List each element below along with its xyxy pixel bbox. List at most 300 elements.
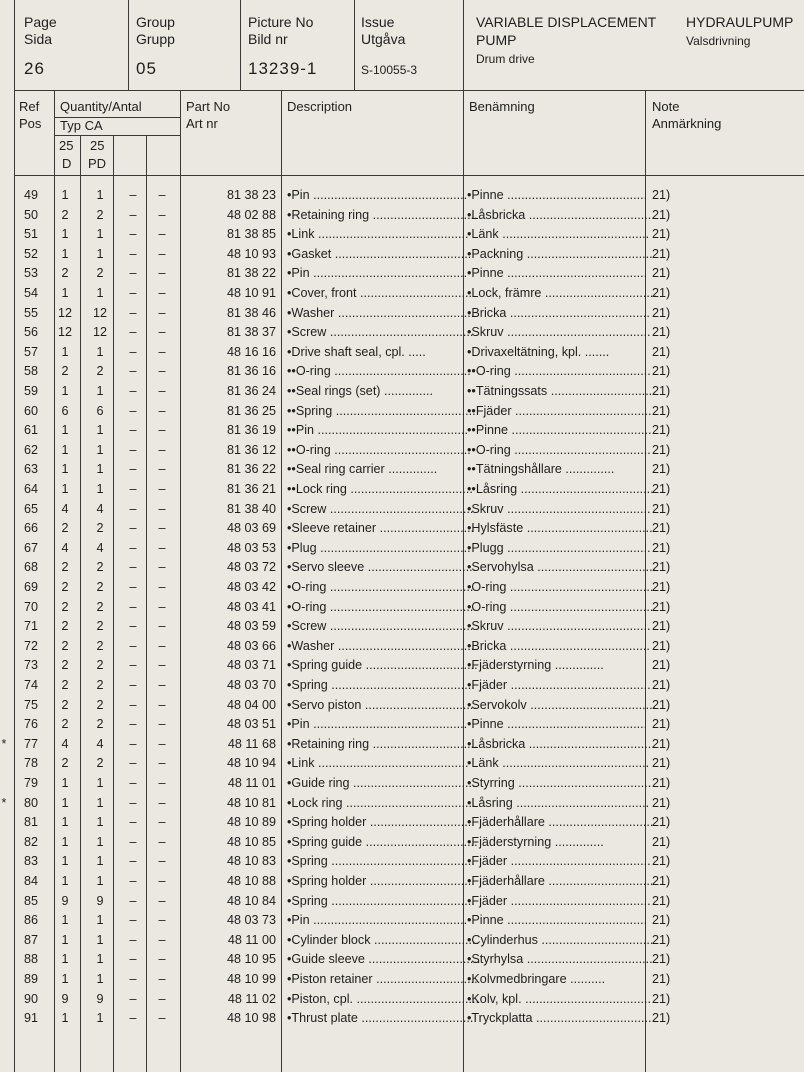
note-cell: 21) bbox=[652, 580, 671, 594]
title-en-line1: VARIABLE DISPLACEMENT bbox=[476, 14, 657, 30]
part-number-cell: 81 38 37 bbox=[226, 325, 276, 340]
qty-col4-cell: – bbox=[158, 442, 166, 457]
qty-col3-cell: – bbox=[129, 697, 137, 712]
note-cell: 21) bbox=[652, 266, 671, 281]
table-row bbox=[0, 833, 804, 853]
qty-25pd-cell: 4 bbox=[96, 736, 104, 751]
note-cell: 21) bbox=[652, 658, 671, 673]
qty-col3-cell: – bbox=[129, 952, 137, 967]
benamning-cell: •Skruv ......................................... bbox=[467, 325, 651, 340]
ref-cell: 81 bbox=[23, 815, 38, 830]
ref-cell: 67 bbox=[23, 540, 38, 555]
qty-25d-cell: 1 bbox=[61, 834, 69, 849]
ref-cell: 62 bbox=[23, 442, 38, 457]
description-cell: •Servo sleeve ............................... bbox=[287, 560, 477, 575]
note-cell: 21) bbox=[652, 344, 671, 359]
note-cell: 21) bbox=[652, 423, 671, 438]
note-cell: 21) bbox=[652, 403, 671, 418]
part-number-cell: 48 03 71 bbox=[226, 658, 276, 673]
qty-col4-cell: – bbox=[158, 874, 166, 888]
qty-25d-cell: 6 bbox=[61, 403, 69, 418]
ref-cell: 73 bbox=[23, 658, 38, 673]
qty-25d-cell: 1 bbox=[61, 344, 69, 359]
note-cell: 21) bbox=[652, 854, 671, 869]
part-number-cell: 48 03 59 bbox=[226, 619, 276, 634]
ref-cell: 71 bbox=[23, 619, 38, 634]
qty-col4-cell: – bbox=[158, 403, 166, 418]
ref-cell: 74 bbox=[23, 678, 38, 692]
qty-col4-cell: – bbox=[158, 521, 166, 536]
part-number-cell: 48 02 88 bbox=[226, 207, 276, 222]
qty-25pd-cell: 4 bbox=[96, 501, 104, 516]
qty-25d-cell: 9 bbox=[61, 991, 69, 1006]
part-number-cell: 81 38 22 bbox=[226, 266, 276, 281]
table-row bbox=[0, 284, 804, 304]
qty-25pd-cell: 1 bbox=[96, 952, 104, 967]
benamning-cell: •Skruv ......................................... bbox=[467, 619, 651, 634]
qty-col4-cell: – bbox=[158, 286, 166, 300]
benamning-cell: ••O-ring ....................................... bbox=[467, 442, 651, 457]
qty-25pd-cell: 1 bbox=[96, 423, 104, 438]
ref-cell: 77 bbox=[23, 736, 38, 751]
qty-col4-cell: – bbox=[158, 305, 166, 320]
note-cell: 21) bbox=[652, 678, 671, 692]
description-cell: •Spring ......................................... bbox=[287, 893, 475, 908]
qty-col3-cell: – bbox=[129, 874, 137, 888]
qty-25pd-cell: 1 bbox=[96, 795, 104, 810]
part-number-cell: 81 36 21 bbox=[226, 482, 276, 496]
qty-25d-cell: 1 bbox=[61, 423, 69, 438]
ref-cell: 64 bbox=[23, 482, 38, 496]
page-label: Page bbox=[24, 14, 57, 30]
ref-cell: 80 bbox=[23, 795, 38, 810]
qty-col3-cell: – bbox=[129, 364, 137, 379]
note-cell: 21) bbox=[652, 305, 671, 320]
table-row bbox=[0, 715, 804, 735]
table-row bbox=[0, 950, 804, 970]
benamning-cell: ••O-ring ....................................... bbox=[467, 364, 651, 379]
note-cell: 21) bbox=[652, 521, 671, 536]
qty-25pd-cell: 2 bbox=[96, 521, 104, 536]
qty-col3-cell: – bbox=[129, 521, 137, 536]
table-row bbox=[0, 872, 804, 892]
part-number-cell: 48 03 70 bbox=[226, 678, 276, 692]
table-row bbox=[0, 735, 804, 755]
qty-25d-cell: 1 bbox=[61, 482, 69, 496]
description-cell: •Servo piston ................................ bbox=[287, 697, 477, 712]
benamning-cell: •Styrring ...................................... bbox=[467, 776, 652, 790]
description-cell: •Guide sleeve ................................ bbox=[287, 952, 481, 967]
part-number-cell: 48 03 69 bbox=[226, 521, 276, 536]
table-row bbox=[0, 598, 804, 618]
page-label-sv: Sida bbox=[24, 31, 53, 47]
qty-25d-cell: 1 bbox=[61, 188, 69, 202]
qty-25d-cell: 1 bbox=[61, 286, 69, 300]
table-row bbox=[0, 813, 804, 833]
note-cell: 21) bbox=[652, 815, 671, 830]
table-row bbox=[0, 460, 804, 480]
ref-cell: 72 bbox=[23, 638, 38, 653]
note-cell: 21) bbox=[652, 717, 671, 732]
qty-25pd-cell: 4 bbox=[96, 540, 104, 555]
qty-col4-cell: – bbox=[158, 991, 166, 1006]
group-number: 05 bbox=[136, 59, 157, 78]
qty-col4-cell: – bbox=[158, 776, 166, 790]
qty-col4-cell: – bbox=[158, 482, 166, 496]
description-cell: •O-ring ......................................... bbox=[287, 580, 474, 594]
qty-25pd-cell: 2 bbox=[96, 560, 104, 575]
qty-25pd-cell: 1 bbox=[96, 874, 104, 888]
qty-col3-cell: – bbox=[129, 717, 137, 732]
qty-25pd-cell: 1 bbox=[96, 932, 104, 947]
qty-col3-cell: – bbox=[129, 501, 137, 516]
part-number-cell: 48 03 42 bbox=[226, 580, 276, 594]
description-cell: •Drive shaft seal, cpl. ..... bbox=[287, 344, 426, 359]
description-cell: ••Seal ring carrier .............. bbox=[287, 462, 438, 477]
qty-25d-cell: 1 bbox=[61, 246, 69, 261]
description-cell: •Cover, front ................................ bbox=[287, 286, 472, 300]
table-row bbox=[0, 774, 804, 794]
table-row bbox=[0, 617, 804, 637]
benamning-cell: •Servokolv .................................... bbox=[467, 697, 657, 712]
qty-25d-cell: 4 bbox=[61, 736, 69, 751]
part-number-cell: 48 10 95 bbox=[226, 952, 276, 967]
description-cell: •Screw ......................................... bbox=[287, 501, 474, 516]
qty-col3-cell: – bbox=[129, 207, 137, 222]
part-number-cell: 81 36 24 bbox=[226, 384, 276, 398]
note-cell: 21) bbox=[652, 325, 671, 340]
note-cell: 21) bbox=[652, 991, 671, 1006]
qty-col3-cell: – bbox=[129, 403, 137, 418]
benamning-cell: •Pinne ........................................ bbox=[467, 188, 648, 202]
qty-25pd-cell: 1 bbox=[96, 854, 104, 869]
qty-col3-cell: – bbox=[129, 776, 137, 790]
benamning-cell: ••Fjäder ....................................... bbox=[467, 403, 652, 418]
qty-25pd-cell: 1 bbox=[96, 384, 104, 398]
qty-col4-cell: – bbox=[158, 932, 166, 947]
table-row bbox=[0, 852, 804, 872]
qty-col4-cell: – bbox=[158, 344, 166, 359]
qty-25pd-cell: 1 bbox=[96, 246, 104, 261]
benamning-cell: •Fjäderstyrning .............. bbox=[467, 834, 604, 849]
qty-col3-cell: – bbox=[129, 540, 137, 555]
qty-25pd-cell: 1 bbox=[96, 834, 104, 849]
ref-cell: 68 bbox=[23, 560, 38, 575]
part-number-cell: 48 04 00 bbox=[226, 697, 276, 712]
benamning-cell: •Drivaxeltätning, kpl. ....... bbox=[467, 344, 610, 359]
ref-cell: 82 bbox=[23, 834, 38, 849]
description-cell: ••Spring ........................................ bbox=[287, 403, 476, 418]
description-cell: •O-ring ......................................... bbox=[287, 599, 474, 614]
part-number-cell: 48 10 81 bbox=[226, 795, 276, 810]
part-number-cell: 48 10 89 bbox=[226, 815, 276, 830]
note-cell: 21) bbox=[652, 599, 671, 614]
issue-label: Issue bbox=[361, 14, 395, 30]
note-cell: 21) bbox=[652, 697, 671, 712]
qty-col3-cell: – bbox=[129, 482, 137, 496]
part-number-cell: 48 10 94 bbox=[226, 756, 276, 771]
qty-25pd-cell: 2 bbox=[96, 599, 104, 614]
qty-25pd-cell: 2 bbox=[96, 207, 104, 222]
qty-col4-cell: – bbox=[158, 364, 166, 379]
qty-25d-cell: 2 bbox=[61, 266, 69, 281]
note-cell: 21) bbox=[652, 540, 671, 555]
qty-col4-cell: – bbox=[158, 325, 166, 340]
benamning-cell: ••Tätningssats .............................. bbox=[467, 384, 656, 398]
description-cell: •Sleeve retainer ........................... bbox=[287, 521, 475, 536]
qty-col4-cell: – bbox=[158, 227, 166, 242]
table-row bbox=[0, 578, 804, 598]
description-cell: •Spring ......................................... bbox=[287, 678, 475, 692]
benamning-cell: •Kolvmedbringare .......... bbox=[467, 972, 606, 986]
part-number-cell: 81 36 19 bbox=[226, 423, 276, 438]
rule-header-issue bbox=[463, 0, 464, 90]
benamning-cell: •Tryckplatta .................................. bbox=[467, 1011, 655, 1026]
col-quantity: Quantity/Antal bbox=[60, 99, 142, 114]
qty-col3-cell: – bbox=[129, 580, 137, 594]
qty-col3-cell: – bbox=[129, 325, 137, 340]
qty-col3-cell: – bbox=[129, 1011, 137, 1026]
table-row bbox=[0, 990, 804, 1010]
qty-col3-cell: – bbox=[129, 384, 137, 398]
ref-cell: 69 bbox=[23, 580, 38, 594]
qty-25d-cell: 1 bbox=[61, 815, 69, 830]
description-cell: •Washer ....................................... bbox=[287, 638, 475, 653]
benamning-cell: •Fjäder ........................................ bbox=[467, 893, 651, 908]
ref-cell: 76 bbox=[23, 717, 38, 732]
note-cell: 21) bbox=[652, 482, 671, 496]
qty-25pd-cell: 2 bbox=[96, 638, 104, 653]
note-cell: 21) bbox=[652, 756, 671, 771]
description-cell: •Spring guide ................................ bbox=[287, 658, 478, 673]
col-type-pd-label: PD bbox=[88, 156, 107, 171]
table-row bbox=[0, 754, 804, 774]
qty-col4-cell: – bbox=[158, 501, 166, 516]
qty-25d-cell: 12 bbox=[57, 325, 72, 340]
qty-col4-cell: – bbox=[158, 207, 166, 222]
description-cell: •Gasket ....................................... bbox=[287, 246, 472, 261]
qty-col3-cell: – bbox=[129, 560, 137, 575]
qty-25pd-cell: 2 bbox=[96, 580, 104, 594]
rule-header-bottom bbox=[14, 90, 804, 91]
qty-col4-cell: – bbox=[158, 384, 166, 398]
benamning-cell: •Fjäderhållare .............................. bbox=[467, 874, 654, 888]
title-en-line3: Drum drive bbox=[476, 52, 535, 66]
description-cell: •Washer ....................................... bbox=[287, 305, 475, 320]
benamning-cell: •O-ring ......................................... bbox=[467, 580, 654, 594]
ref-cell: 61 bbox=[23, 423, 38, 438]
qty-col4-cell: – bbox=[158, 756, 166, 771]
description-cell: •Pin ............................................ bbox=[287, 266, 468, 281]
ref-cell: 88 bbox=[23, 952, 38, 967]
table-row bbox=[0, 892, 804, 912]
change-marker: * bbox=[1, 795, 7, 810]
ref-cell: 84 bbox=[23, 874, 38, 888]
benamning-cell: •Lock, främre ................................ bbox=[467, 286, 657, 300]
description-cell: •Guide ring ................................... bbox=[287, 776, 476, 790]
qty-25pd-cell: 2 bbox=[96, 756, 104, 771]
note-cell: 21) bbox=[652, 286, 671, 300]
part-number-cell: 48 03 73 bbox=[226, 913, 276, 928]
note-cell: 21) bbox=[652, 207, 671, 222]
ref-cell: 63 bbox=[23, 462, 38, 477]
qty-col3-cell: – bbox=[129, 462, 137, 477]
part-number-cell: 48 03 53 bbox=[226, 540, 276, 555]
qty-25pd-cell: 12 bbox=[92, 305, 107, 320]
description-cell: •Link ........................................... bbox=[287, 227, 469, 242]
part-number-cell: 48 10 91 bbox=[226, 286, 276, 300]
table-row bbox=[0, 245, 804, 265]
benamning-cell: •Pinne ........................................ bbox=[467, 266, 648, 281]
qty-col4-cell: – bbox=[158, 952, 166, 967]
description-cell: ••O-ring ....................................... bbox=[287, 442, 471, 457]
ref-cell: 54 bbox=[23, 286, 38, 300]
qty-25pd-cell: 1 bbox=[96, 442, 104, 457]
part-number-cell: 81 36 22 bbox=[226, 462, 276, 477]
qty-25d-cell: 12 bbox=[57, 305, 72, 320]
qty-col3-cell: – bbox=[129, 678, 137, 692]
table-row bbox=[0, 225, 804, 245]
title-en-line2: PUMP bbox=[476, 32, 517, 48]
note-cell: 21) bbox=[652, 442, 671, 457]
ref-cell: 89 bbox=[23, 972, 38, 986]
qty-col4-cell: – bbox=[158, 834, 166, 849]
qty-25d-cell: 2 bbox=[61, 697, 69, 712]
rule-header-group bbox=[240, 0, 241, 90]
qty-25d-cell: 2 bbox=[61, 580, 69, 594]
qty-col3-cell: – bbox=[129, 913, 137, 928]
qty-col3-cell: – bbox=[129, 756, 137, 771]
col-type-25-d: 25 bbox=[59, 138, 74, 153]
col-typ: Typ CA bbox=[60, 118, 103, 133]
note-cell: 21) bbox=[652, 384, 671, 398]
note-cell: 21) bbox=[652, 834, 671, 849]
table-row bbox=[0, 382, 804, 402]
description-cell: •Screw ......................................... bbox=[287, 619, 474, 634]
table-row bbox=[0, 480, 804, 500]
part-number-cell: 81 38 85 bbox=[226, 227, 276, 242]
table-row bbox=[0, 186, 804, 206]
qty-25d-cell: 1 bbox=[61, 462, 69, 477]
group-label-sv: Grupp bbox=[136, 31, 175, 47]
qty-col4-cell: – bbox=[158, 580, 166, 594]
rule-header-picture bbox=[354, 0, 355, 90]
qty-25d-cell: 2 bbox=[61, 619, 69, 634]
part-number-cell: 48 10 85 bbox=[226, 834, 276, 849]
description-cell: •Spring guide ................................ bbox=[287, 834, 478, 849]
qty-25d-cell: 1 bbox=[61, 227, 69, 242]
qty-col3-cell: – bbox=[129, 795, 137, 810]
note-cell: 21) bbox=[652, 932, 671, 947]
table-row bbox=[0, 421, 804, 441]
title-sv-line2: Valsdrivning bbox=[686, 34, 751, 48]
benamning-cell: ••Tätningshållare .............. bbox=[467, 462, 615, 477]
ref-cell: 90 bbox=[23, 991, 38, 1006]
part-number-cell: 81 36 16 bbox=[226, 364, 276, 379]
qty-25pd-cell: 1 bbox=[96, 227, 104, 242]
table-row bbox=[0, 441, 804, 461]
part-number-cell: 48 03 66 bbox=[226, 638, 276, 653]
table-row bbox=[0, 931, 804, 951]
qty-col3-cell: – bbox=[129, 619, 137, 634]
note-cell: 21) bbox=[652, 972, 671, 986]
ref-cell: 85 bbox=[23, 893, 38, 908]
col-part-no: Part No bbox=[186, 99, 231, 114]
qty-25pd-cell: 1 bbox=[96, 482, 104, 496]
picture-label-sv: Bild nr bbox=[248, 31, 288, 47]
note-cell: 21) bbox=[652, 1011, 671, 1026]
qty-col4-cell: – bbox=[158, 913, 166, 928]
qty-col3-cell: – bbox=[129, 246, 137, 261]
note-cell: 21) bbox=[652, 893, 671, 908]
qty-25d-cell: 1 bbox=[61, 854, 69, 869]
part-number-cell: 48 03 41 bbox=[226, 599, 276, 614]
benamning-cell: •Låsbricka .................................... bbox=[467, 207, 655, 222]
benamning-cell: •Bricka ........................................ bbox=[467, 305, 650, 320]
qty-col4-cell: – bbox=[158, 972, 166, 986]
qty-25pd-cell: 9 bbox=[96, 893, 104, 908]
benamning-cell: •Cylinderhus ................................ bbox=[467, 932, 654, 947]
ref-cell: 55 bbox=[23, 305, 38, 320]
ref-cell: 56 bbox=[23, 325, 38, 340]
qty-col4-cell: – bbox=[158, 560, 166, 575]
issue-number: S-10055-3 bbox=[361, 63, 418, 77]
note-cell: 21) bbox=[652, 736, 671, 751]
qty-25d-cell: 9 bbox=[61, 893, 69, 908]
ref-cell: 49 bbox=[23, 188, 38, 202]
description-cell: •Link ........................................... bbox=[287, 756, 469, 771]
qty-col3-cell: – bbox=[129, 423, 137, 438]
part-number-cell: 48 10 84 bbox=[226, 893, 276, 908]
qty-col3-cell: – bbox=[129, 227, 137, 242]
qty-25pd-cell: 1 bbox=[96, 188, 104, 202]
qty-25d-cell: 2 bbox=[61, 717, 69, 732]
ref-cell: 58 bbox=[23, 364, 38, 379]
ref-cell: 59 bbox=[23, 384, 38, 398]
note-cell: 21) bbox=[652, 227, 671, 242]
note-cell: 21) bbox=[652, 795, 671, 810]
ref-cell: 86 bbox=[23, 913, 38, 928]
qty-25pd-cell: 2 bbox=[96, 697, 104, 712]
qty-col4-cell: – bbox=[158, 599, 166, 614]
part-number-cell: 48 10 93 bbox=[226, 246, 276, 261]
table-row bbox=[0, 656, 804, 676]
description-cell: •Thrust plate ................................ bbox=[287, 1011, 474, 1026]
part-number-cell: 48 10 88 bbox=[226, 874, 276, 888]
table-row bbox=[0, 402, 804, 422]
qty-25pd-cell: 1 bbox=[96, 344, 104, 359]
qty-25d-cell: 2 bbox=[61, 678, 69, 692]
part-number-cell: 48 11 01 bbox=[227, 776, 276, 790]
col-benamning: Benämning bbox=[469, 99, 535, 114]
title-sv-line1: HYDRAULPUMP bbox=[686, 14, 794, 30]
description-cell: •Retaining ring .............................. bbox=[287, 736, 478, 751]
benamning-cell: •Låsbricka .................................... bbox=[467, 736, 655, 751]
description-cell: ••Pin ........................................... bbox=[287, 423, 468, 438]
note-cell: 21) bbox=[652, 952, 671, 967]
benamning-cell: •O-ring ......................................... bbox=[467, 599, 654, 614]
qty-25d-cell: 1 bbox=[61, 1011, 69, 1026]
picture-number: 13239-1 bbox=[248, 59, 318, 78]
qty-col4-cell: – bbox=[158, 736, 166, 751]
table-row bbox=[0, 696, 804, 716]
table-row bbox=[0, 970, 804, 990]
ref-cell: 60 bbox=[23, 403, 38, 418]
qty-25d-cell: 4 bbox=[61, 540, 69, 555]
page-number: 26 bbox=[24, 59, 45, 78]
description-cell: •Screw ......................................... bbox=[287, 325, 474, 340]
rule-typ bbox=[54, 135, 181, 136]
